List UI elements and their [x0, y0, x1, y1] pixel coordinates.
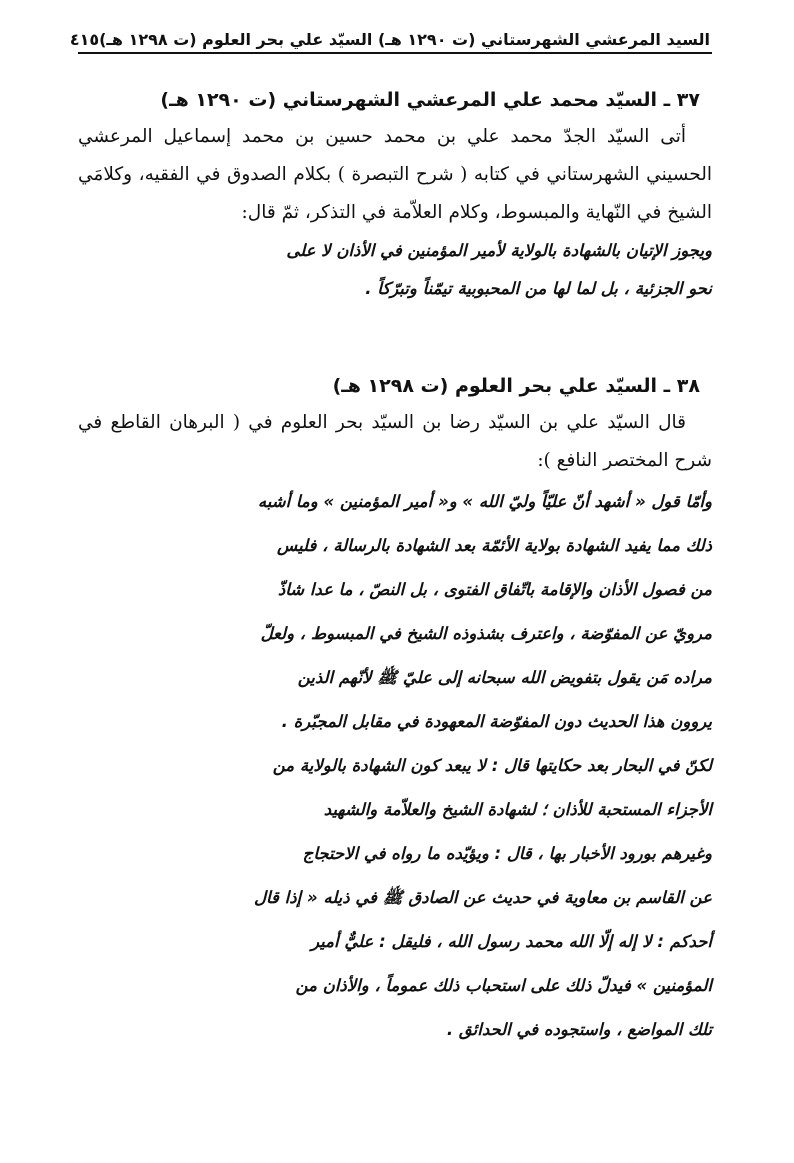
page-number: ٤١٥: [69, 30, 100, 49]
quote-line: وأمّا قول « أشهد أنّ عليّاً وليّ الله » و« أمير المؤمنين » وما أشبه: [257, 492, 712, 511]
section-38-quote: [78, 480, 712, 1052]
quote-line: يروون هذا الحديث دون المفوّضة المعهودة في مقابل المجبّرة .: [281, 712, 712, 731]
quote-line: المؤمنين » فيدلّ ذلك على استحباب ذلك عموماً ، والأذان من: [295, 976, 712, 995]
quote-line: الأجزاء المستحبة للأذان ؛ لشهادة الشيخ والعلاّمة والشهيد: [323, 800, 712, 819]
running-title: السيد المرعشي الشهرستاني (ت ١٢٩٠ هـ) السيّد علي بحر العلوم (ت ١٢٩٨ هـ): [99, 30, 710, 49]
quote-line: تلك المواضع ، واستجوده في الحدائق .: [446, 1020, 712, 1039]
quote-line: وغيرهم بورود الأخبار بها ، قال : ويؤيّده ما رواه في الاحتجاج: [302, 844, 712, 863]
quote-line: ويجوز الإتيان بالشهادة بالولاية لأمير المؤمنين في الأذان لا على: [286, 241, 712, 260]
section-38-paragraph: قال السيّد علي بن السيّد رضا بن السيّد بحر العلوم في ( البرهان القاطع في شرح المختصر النافع ):: [78, 412, 712, 471]
section-heading-37: ٣٧ ـ السيّد محمد علي المرعشي الشهرستاني (ت ١٢٩٠ هـ): [160, 89, 700, 111]
quote-line: نحو الجزئية ، بل لما لها من المحبوبية تيمّناً وتبرّكاً .: [365, 279, 712, 298]
quote-line: عن القاسم بن معاوية في حديث عن الصادق ﷺ في ذيله « إذا قال: [253, 888, 712, 907]
section-heading-38: ٣٨ ـ السيّد علي بحر العلوم (ت ١٢٩٨ هـ): [332, 375, 700, 397]
quote-line: لكنّ في البحار بعد حكايتها قال : لا يبعد كون الشهادة بالولاية من: [272, 756, 712, 775]
book-page: [69, 22, 712, 1052]
section-37-paragraph: أتى السيّد الجدّ محمد علي بن محمد حسين بن محمد إسماعيل المرعشي الحسيني الشهرستاني في كتابه ( شرح التبصرة ) بكلام الصدوق في الفقيه، وكلامَي الشيخ في النّهاية والمبسوط، وكلام العلاّمة في التذكر، ثمّ قال:: [78, 126, 712, 223]
section-37-quote: [78, 232, 712, 308]
quote-line: ذلك مما يفيد الشهادة بولاية الأئمّة بعد الشهادة بالرسالة ، فليس: [277, 536, 712, 555]
quote-line: مرويّ عن المفوّضة ، واعترف بشذوذه الشيخ في المبسوط ، ولعلّ: [260, 624, 712, 643]
quote-line: مراده مَن يقول بتفويض الله سبحانه إلى عليّ ﷺ لأنّهم الذين: [297, 668, 712, 687]
quote-line: أحدكم : لا إله إلّا الله محمد رسول الله ، فليقل : عليٌّ أمير: [311, 932, 712, 951]
running-header: [69, 22, 712, 54]
quote-line: من فصول الأذان والإقامة باتّفاق الفتوى ، بل النصّ ، ما عدا شاذّ: [277, 580, 712, 599]
